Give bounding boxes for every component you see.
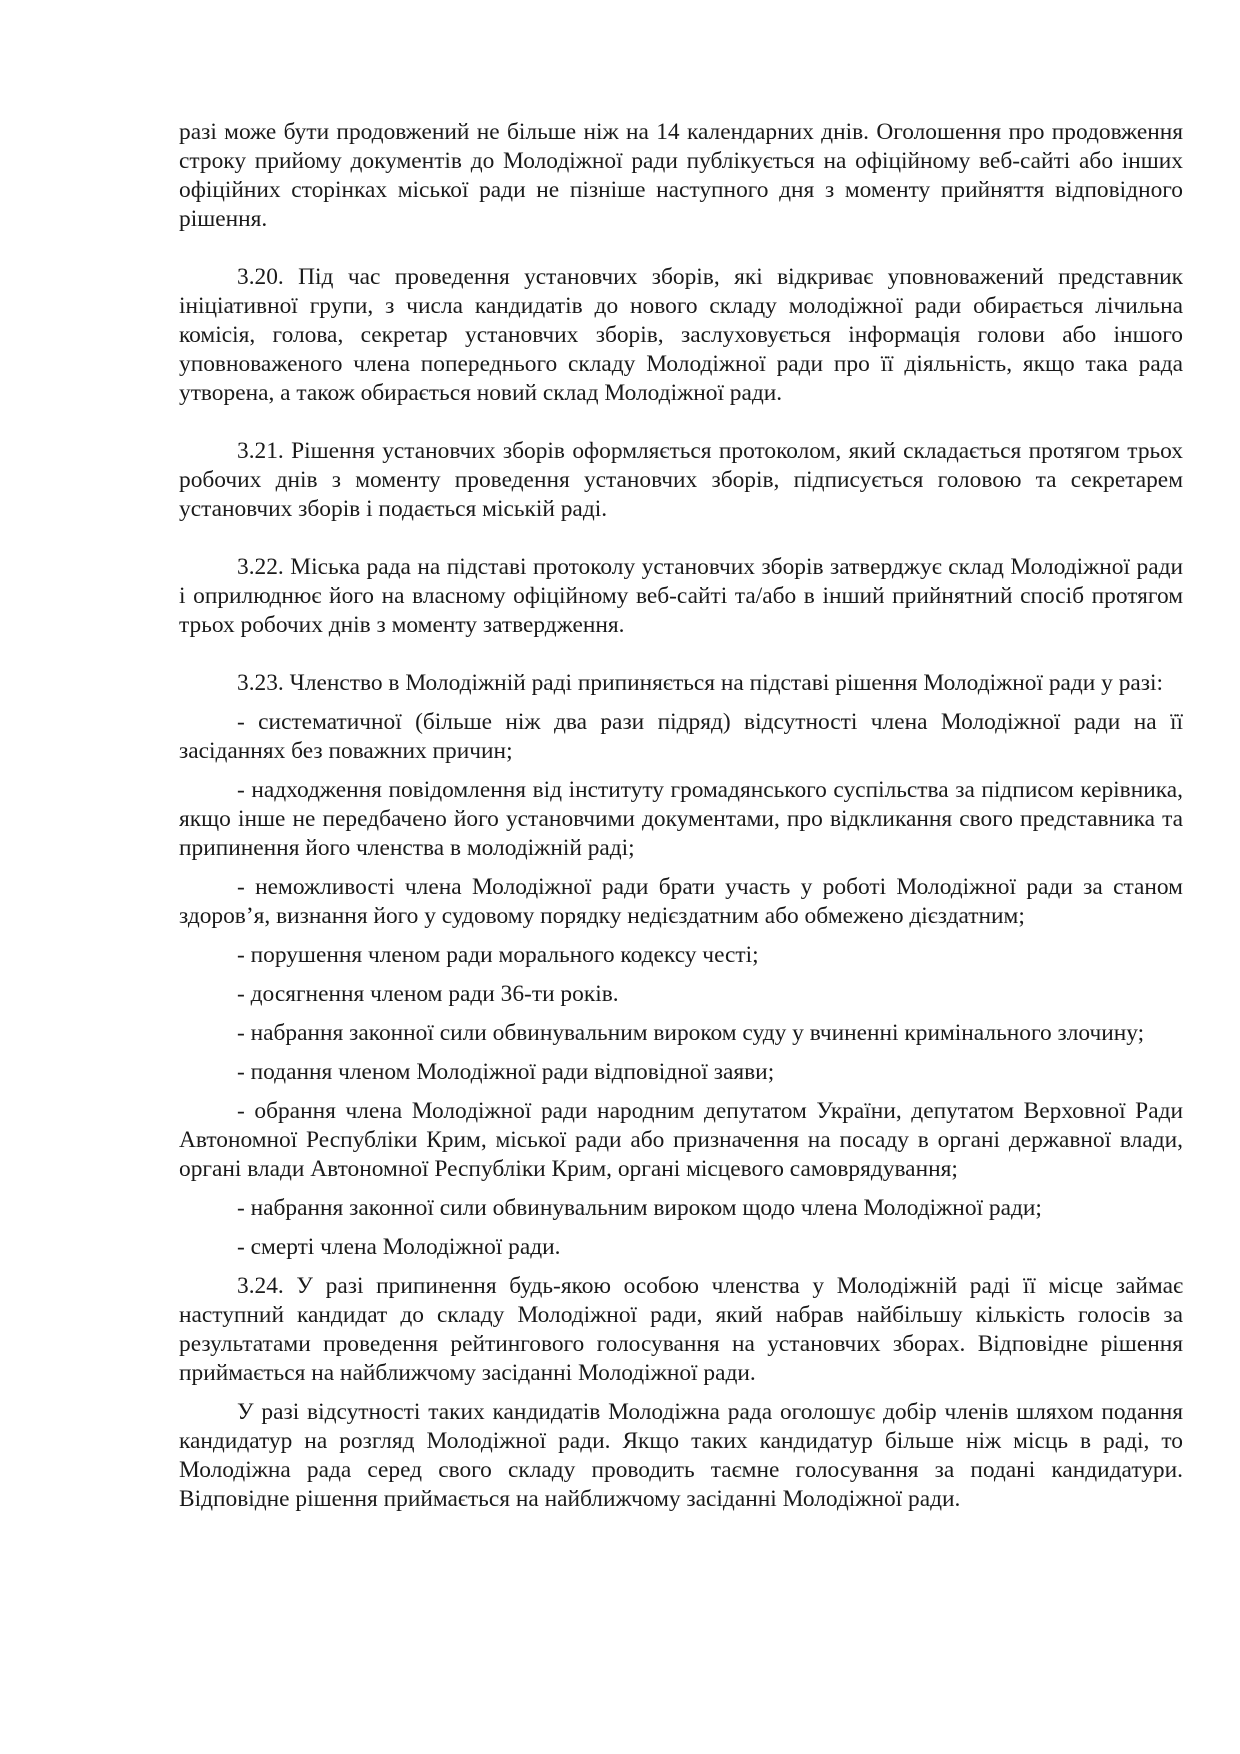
list-item: - систематичної (більше ніж два рази підряд) відсутності члена Молодіжної ради на її засіданнях без поважних причин; [179,709,1183,764]
paragraph-final: У разі відсутності таких кандидатів Молодіжна рада оголошує добір членів шляхом подання кандидатур на розгляд Молодіжної ради. Якщо таких кандидатур більше ніж місць в раді, то Молодіжна рада серед свого складу проводить таємне голосування за подані кандидатури. Відповідне рішення приймається на найближчому засіданні Молодіжної ради. [179,1399,1183,1512]
list-item: - подання членом Молодіжної ради відповідної заяви; [237,1059,775,1085]
clause-3-22: 3.22. Міська рада на підставі протоколу установчих зборів затверджує склад Молодіжної ради і оприлюднює його на власному офіційному веб-сайті та/або в інший прийнятний спосіб протягом трьох робочих днів з моменту затвердження. [179,554,1183,638]
list-item: - порушення членом ради морального кодексу честі; [237,942,759,968]
document-body [179,118,1183,1514]
list-item: - смерті члена Молодіжної ради. [237,1234,561,1260]
list-item: - набрання законної сили обвинувальним вироком щодо члена Молодіжної ради; [237,1195,1042,1221]
clause-3-24: 3.24. У разі припинення будь-якою особою членства у Молодіжній раді її місце займає наступний кандидат до складу Молодіжної ради, який набрав найбільшу кількість голосів за результатами проведення рейтингового голосування на установчих зборах. Відповідне рішення приймається на найближчому засіданні Молодіжної ради. [179,1273,1183,1386]
list-item: - набрання законної сили обвинувальним вироком суду у вчиненні кримінального злочину; [237,1020,1145,1046]
list-item: - надходження повідомлення від інституту громадянського суспільства за підписом керівника, якщо інше не передбачено його установчими документами, про відкликання свого представника та припинення його членства в молодіжній раді; [179,777,1183,861]
list-item: - обрання члена Молодіжної ради народним депутатом України, депутатом Верховної Ради Автономної Республіки Крим, міської ради або призначення на посаду в органі державної влади, органі влади Автономної Республіки Крим, органі місцевого самоврядування; [179,1098,1183,1182]
list-item: - досягнення членом ради 36-ти років. [237,981,619,1007]
list-item: - неможливості члена Молодіжної ради брати участь у роботі Молодіжної ради за станом здоров’я, визнання його у судовому порядку недієздатним або обмежено дієздатним; [179,874,1183,929]
paragraph-continuation: разі може бути продовжений не більше ніж на 14 календарних днів. Оголошення про продовження строку прийому документів до Молодіжної ради публікується на офіційному веб-сайті або інших офіційних сторінках міської ради не пізніше наступного дня з моменту прийняття відповідного рішення. [179,119,1183,232]
clause-3-21: 3.21. Рішення установчих зборів оформляється протоколом, який складається протягом трьох робочих днів з моменту проведення установчих зборів, підписується головою та секретарем установчих зборів і подається міській раді. [179,438,1183,522]
clause-3-20: 3.20. Під час проведення установчих зборів, які відкриває уповноважений представник ініціативної групи, з числа кандидатів до нового складу молодіжної ради обирається лічильна комісія, голова, секретар установчих зборів, заслуховується інформація голови або іншого уповноваженого члена попереднього складу Молодіжної ради про її діяльність, якщо така рада утворена, а також обирається новий склад Молодіжної ради. [179,264,1183,406]
clause-3-23: 3.23. Членство в Молодіжній раді припиняється на підставі рішення Молодіжної ради у разі: [237,670,1164,696]
